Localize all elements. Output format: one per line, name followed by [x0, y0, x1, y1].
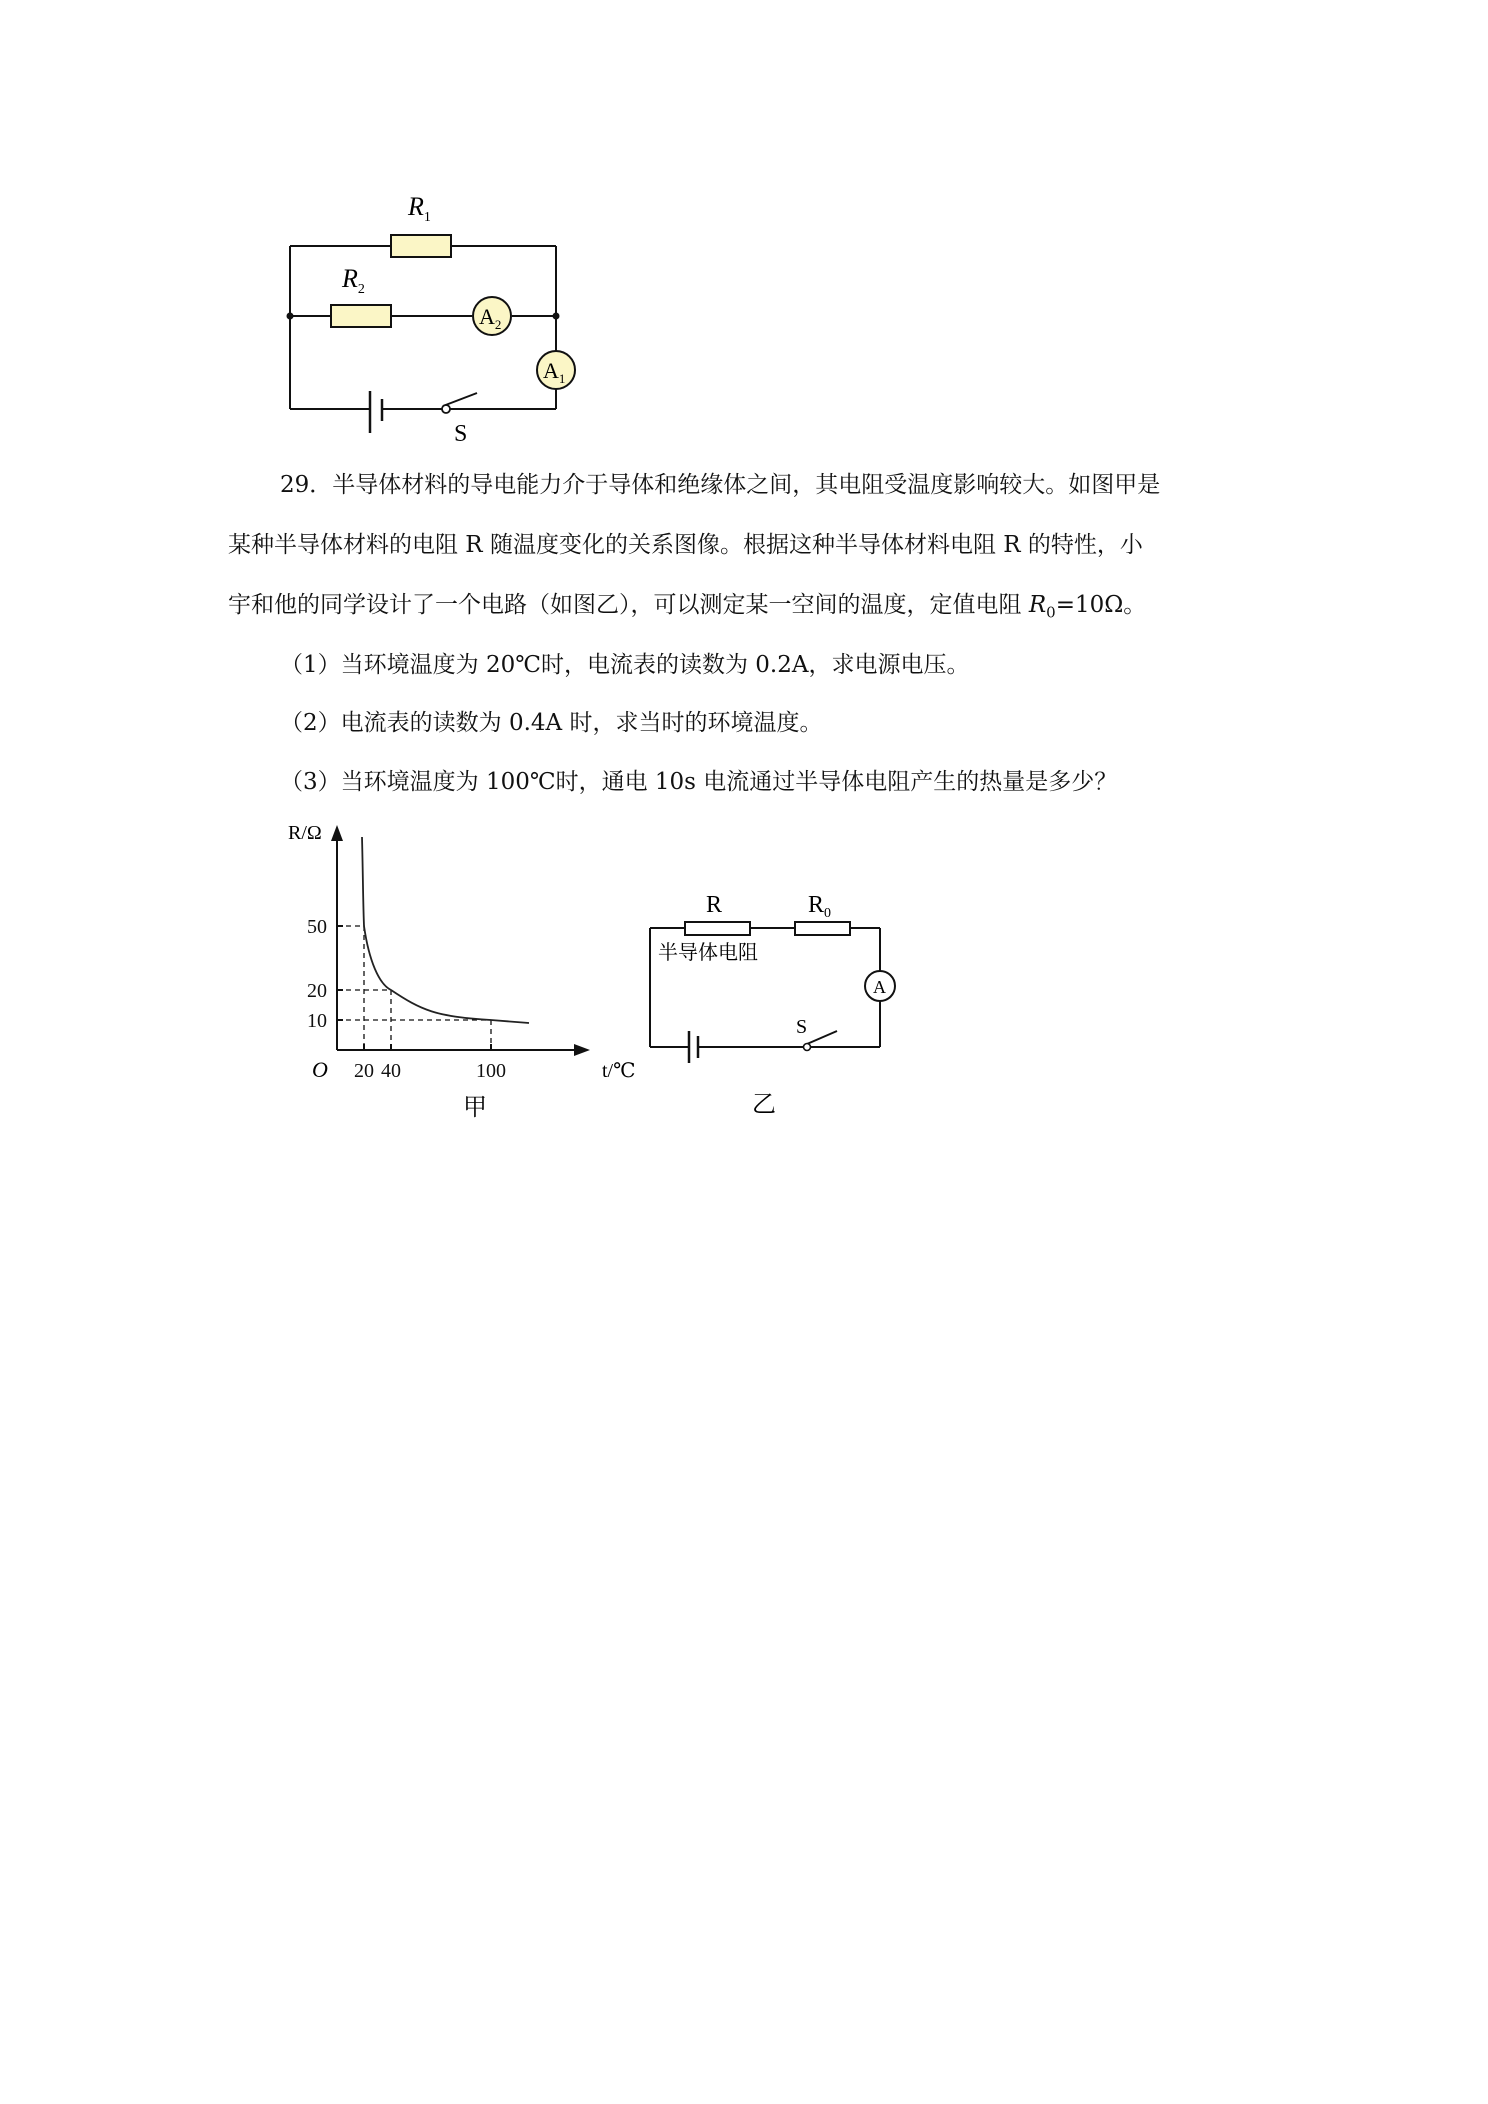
resistance-curve — [362, 837, 529, 1023]
label-ammeter: A — [873, 977, 886, 997]
resistance-temperature-graph — [280, 815, 650, 1125]
measurement-circuit-diagram — [640, 880, 930, 1130]
label-switch: S — [796, 1016, 808, 1038]
label-switch: S — [454, 421, 468, 447]
problem-line-3: 宇和他的同学设计了一个电路（如图乙），可以测定某一空间的温度，定值电阻 $R_0=10\Omega$。 — [228, 592, 1147, 622]
junction-dot-right — [553, 313, 560, 320]
y-axis-label: R/Ω — [288, 822, 322, 844]
problem-line-1: 29．半导体材料的导电能力介于导体和绝缘体之间，其电阻受温度影响较大。如图甲是 — [280, 472, 1161, 498]
y-tick-label: 10 — [307, 1010, 327, 1032]
question-1: （1）当环境温度为 20℃时，电流表的读数为 0.2A，求电源电压。 — [280, 652, 970, 678]
origin-label: O — [312, 1057, 328, 1082]
y-tick-label: 50 — [307, 916, 327, 938]
x-tick-label: 40 — [381, 1060, 401, 1082]
resistor-r1 — [391, 235, 451, 257]
switch-contact — [804, 1044, 811, 1051]
label-semiconductor: 半导体电阻 — [658, 942, 758, 964]
label-r: R — [706, 892, 723, 918]
resistor-r0 — [795, 922, 850, 935]
x-tick-label: 100 — [476, 1060, 506, 1082]
resistor-r2 — [331, 305, 391, 327]
label-a1: $A_1$ — [543, 358, 566, 386]
parallel-circuit-diagram — [270, 185, 600, 450]
switch-contact — [442, 405, 450, 413]
question-3: （3）当环境温度为 100℃时，通电 10s 电流通过半导体电阻产生的热量是多少？ — [280, 769, 1118, 795]
junction-dot-left — [287, 313, 294, 320]
y-tick-label: 20 — [307, 980, 327, 1002]
label-r0: $R_0$ — [808, 892, 832, 921]
label-a2: $A_2$ — [479, 304, 502, 332]
label-r2: $R_2$ — [342, 264, 365, 297]
label-r1: $R_1$ — [408, 192, 431, 225]
graph-caption: 甲 — [463, 1095, 487, 1121]
resistor-r — [685, 922, 750, 935]
problem-line-2: 某种半导体材料的电阻 R 随温度变化的关系图像。根据这种半导体材料电阻 R 的特性，小 — [228, 532, 1143, 558]
problem-statement — [228, 455, 1268, 643]
x-tick-label: 20 — [354, 1060, 374, 1082]
x-axis-label: t/℃ — [602, 1060, 636, 1082]
question-2: （2）电流表的读数为 0.4A 时，求当时的环境温度。 — [280, 710, 823, 736]
circuit-caption: 乙 — [752, 1092, 776, 1118]
